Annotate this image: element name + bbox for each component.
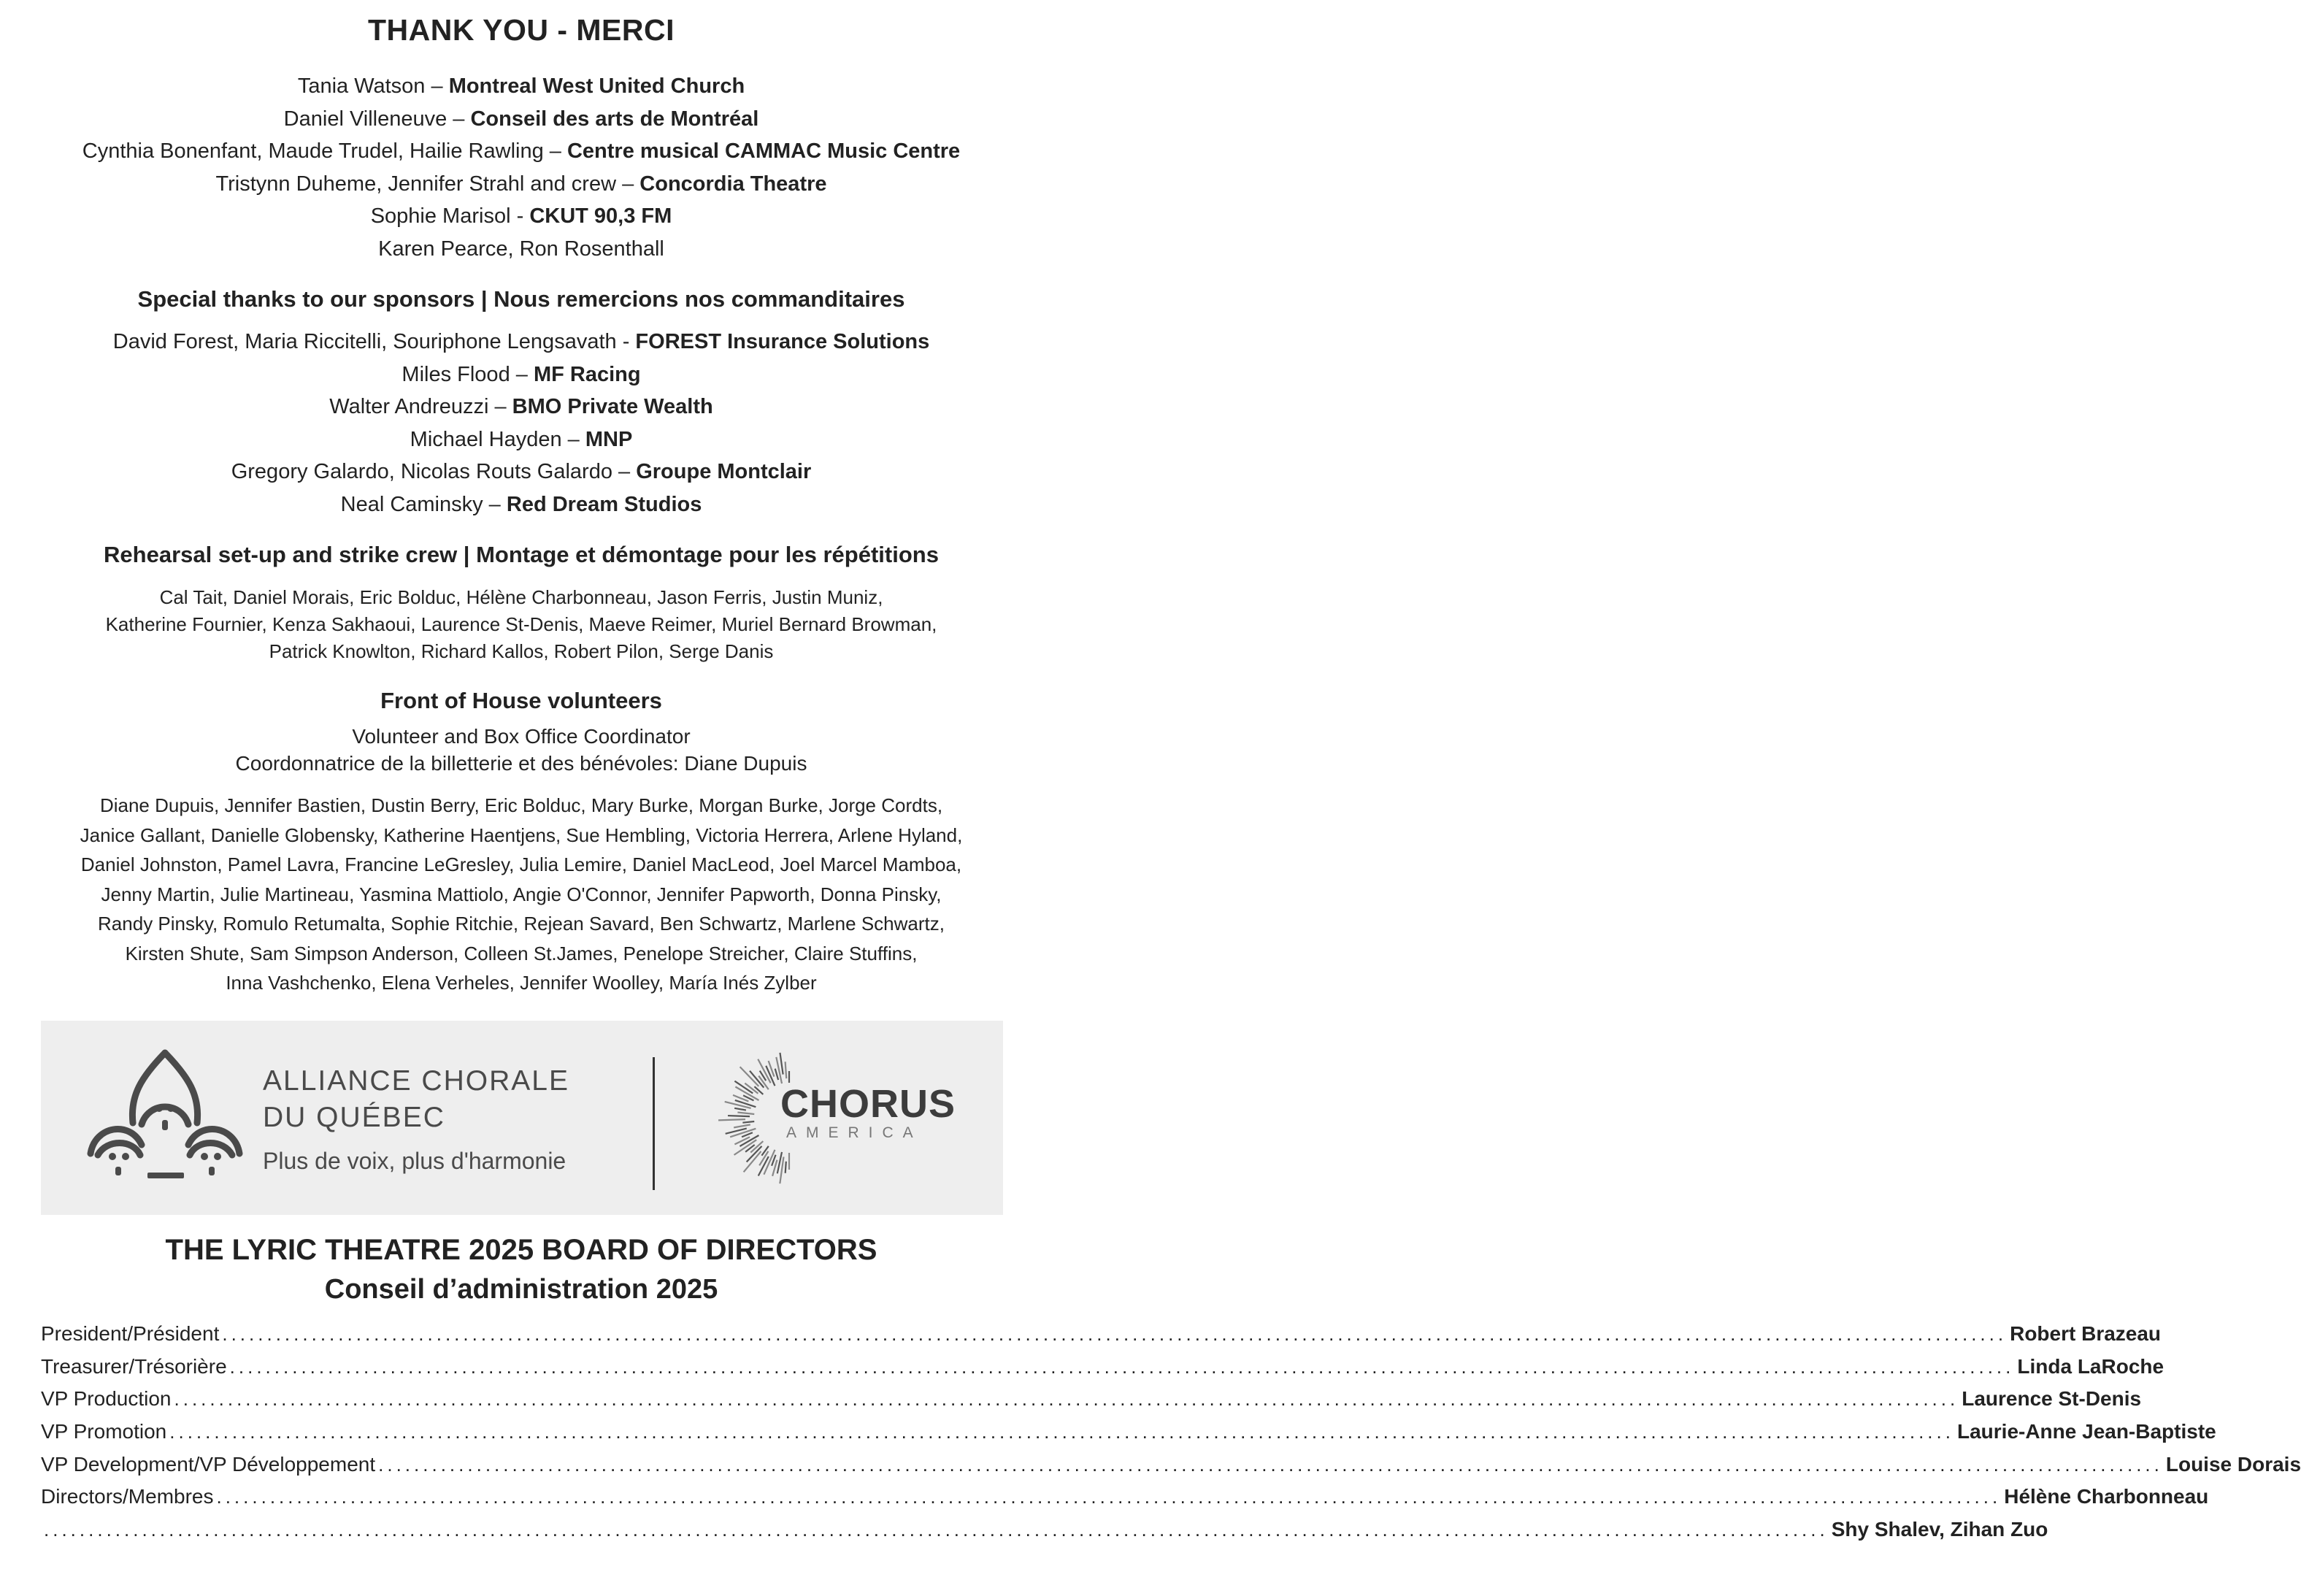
thanks-line bbox=[0, 233, 1042, 266]
america-word: AMERICA bbox=[786, 1124, 923, 1141]
board-role: President/Président bbox=[41, 1322, 220, 1345]
sponsor-org: MNP bbox=[585, 427, 633, 451]
separator: – bbox=[488, 395, 512, 419]
crew-line: Patrick Knowlton, Richard Kallos, Robert Pilon, Serge Danis bbox=[269, 640, 774, 662]
sponsor-person: David Forest, Maria Riccitelli, Souriphone Lengsavath bbox=[112, 330, 617, 353]
board-role: VP Production bbox=[41, 1387, 172, 1411]
board-role: VP Development/VP Développement bbox=[41, 1452, 376, 1476]
chorus-word: CHORUS bbox=[780, 1082, 956, 1126]
alliance-chorale-logo-icon bbox=[85, 1044, 245, 1190]
alliance-name-line: ALLIANCE CHORALE bbox=[263, 1065, 569, 1097]
thank-you-title: THANK YOU - MERCI bbox=[367, 13, 675, 47]
thanks-person: Daniel Villeneuve bbox=[283, 107, 447, 131]
volunteer-line: Inna Vashchenko, Elena Verheles, Jennifer Woolley, María Inés Zylber bbox=[226, 972, 817, 994]
sponsor-person: Walter Andreuzzi bbox=[329, 395, 489, 419]
foh-heading: Front of House volunteers bbox=[380, 688, 662, 713]
thanks-org: Conseil des arts de Montréal bbox=[470, 107, 759, 131]
sponsor-line bbox=[0, 358, 1042, 391]
board-title: THE LYRIC THEATRE 2025 BOARD OF DIRECTORS bbox=[165, 1234, 877, 1266]
board-member: Laurence St-Denis bbox=[1962, 1387, 2142, 1411]
board-member: Louise Dorais bbox=[2165, 1452, 2301, 1476]
thanks-line bbox=[0, 168, 1042, 201]
board-member: Linda LaRoche bbox=[2017, 1354, 2164, 1378]
sponsor-org: Groupe Montclair bbox=[636, 460, 812, 484]
thanks-person: Sophie Marisol bbox=[370, 204, 511, 229]
thanks-list bbox=[0, 70, 1042, 266]
sponsors-list bbox=[0, 326, 1042, 521]
board-row bbox=[41, 1449, 2301, 1481]
sponsor-org: Red Dream Studios bbox=[506, 492, 702, 516]
thanks-line bbox=[0, 70, 1042, 103]
separator: – bbox=[447, 107, 471, 131]
board-row bbox=[41, 1416, 2216, 1449]
volunteer-line: Randy Pinsky, Romulo Retumalta, Sophie Ritchie, Rejean Savard, Ben Schwartz, Marlene Schwartz, bbox=[98, 913, 945, 935]
thanks-org: Centre musical CAMMAC Music Centre bbox=[566, 139, 961, 164]
board-row bbox=[41, 1318, 2162, 1351]
partner-logos-panel bbox=[41, 1021, 1003, 1215]
thanks-org: Montreal West United Church bbox=[448, 74, 745, 98]
board-member: Laurie-Anne Jean-Baptiste bbox=[1956, 1420, 2216, 1443]
sponsor-person: Gregory Galardo, Nicolas Routs Galardo bbox=[231, 460, 612, 484]
chorus-america-wordmark bbox=[780, 1082, 956, 1142]
thanks-org: Concordia Theatre bbox=[639, 172, 827, 196]
thanks-line bbox=[0, 135, 1042, 168]
crew-heading: Rehearsal set-up and strike crew | Montage et démontage pour les répétitions bbox=[104, 542, 939, 567]
board-role: Directors/Membres bbox=[41, 1485, 214, 1508]
thanks-person: Tania Watson bbox=[297, 74, 426, 98]
sponsor-line bbox=[0, 326, 1042, 358]
separator: – bbox=[561, 427, 585, 451]
leader-dots: ........................................................................................................................................................................................................ bbox=[229, 1355, 2015, 1378]
logo-divider bbox=[653, 1057, 655, 1190]
sponsor-person: Miles Flood bbox=[402, 362, 510, 386]
sponsor-org: MF Racing bbox=[533, 362, 641, 386]
thanks-person: Tristynn Duheme, Jennifer Strahl and crew bbox=[215, 172, 617, 196]
separator: - bbox=[616, 330, 636, 353]
volunteer-line: Kirsten Shute, Sam Simpson Anderson, Colleen St.James, Penelope Streicher, Claire Stuffins, bbox=[125, 942, 918, 964]
volunteer-line: Diane Dupuis, Jennifer Bastien, Dustin Berry, Eric Bolduc, Mary Burke, Morgan Burke, Jorge Cordts, bbox=[99, 794, 943, 816]
board-row bbox=[41, 1513, 2048, 1546]
sponsors-heading: Special thanks to our sponsors | Nous remercions nos commanditaires bbox=[137, 286, 905, 312]
board-subtitle: Conseil d’administration 2025 bbox=[324, 1274, 718, 1305]
leader-dots: ........................................................................................................................................................................................................ bbox=[174, 1388, 1959, 1411]
separator: – bbox=[616, 172, 640, 196]
alliance-name-line: DU QUÉBEC bbox=[263, 1102, 445, 1133]
coordinator-line: Coordonnatrice de la billetterie et des bénévoles: Diane Dupuis bbox=[235, 752, 807, 775]
board-row bbox=[41, 1383, 2142, 1416]
leader-dots: ........................................................................................................................................................................................................ bbox=[378, 1453, 2163, 1476]
sponsor-person: Michael Hayden bbox=[410, 427, 562, 451]
thanks-org: CKUT 90,3 FM bbox=[529, 204, 672, 229]
alliance-tagline: Plus de voix, plus d'harmonie bbox=[263, 1148, 566, 1174]
board-role: Treasurer/Trésorière bbox=[41, 1354, 227, 1378]
sponsor-org: FOREST Insurance Solutions bbox=[635, 330, 930, 353]
sponsor-person: Neal Caminsky bbox=[340, 492, 483, 516]
board-row bbox=[41, 1351, 2164, 1384]
thanks-line bbox=[0, 200, 1042, 233]
separator: – bbox=[483, 492, 507, 516]
sponsor-line bbox=[0, 423, 1042, 456]
separator: – bbox=[543, 139, 567, 164]
thanks-person: Cynthia Bonenfant, Maude Trudel, Hailie Rawling bbox=[82, 139, 544, 164]
board-member: Shy Shalev, Zihan Zuo bbox=[1831, 1518, 2048, 1541]
thanks-person: Karen Pearce, Ron Rosenthall bbox=[378, 237, 664, 261]
leader-dots: ........................................................................................................................................................................................................ bbox=[222, 1323, 2008, 1345]
thanks-line bbox=[0, 103, 1042, 136]
board-member: Robert Brazeau bbox=[2010, 1322, 2162, 1345]
foh-volunteer-list bbox=[0, 791, 1042, 998]
volunteer-line: Janice Gallant, Danielle Globensky, Katherine Haentjens, Sue Hembling, Victoria Herrera, Arlene Hyland, bbox=[80, 824, 963, 846]
separator: - bbox=[510, 204, 530, 229]
foh-coordinator bbox=[0, 723, 1042, 777]
separator: – bbox=[612, 460, 637, 484]
sponsor-line bbox=[0, 488, 1042, 521]
leader-dots: ........................................................................................................................................................................................................ bbox=[44, 1519, 1829, 1541]
sponsor-line bbox=[0, 391, 1042, 423]
alliance-chorale-wordmark bbox=[263, 1063, 569, 1175]
separator: – bbox=[425, 74, 449, 98]
sponsor-line bbox=[0, 456, 1042, 488]
leader-dots: ........................................................................................................................................................................................................ bbox=[169, 1421, 1954, 1443]
crew-line: Katherine Fournier, Kenza Sakhaoui, Laurence St-Denis, Maeve Reimer, Muriel Bernard Browman, bbox=[105, 613, 937, 635]
board-row bbox=[41, 1481, 2209, 1513]
sponsor-org: BMO Private Wealth bbox=[512, 395, 713, 419]
board-role: VP Promotion bbox=[41, 1420, 167, 1443]
separator: – bbox=[510, 362, 534, 386]
crew-line: Cal Tait, Daniel Morais, Eric Bolduc, Hélène Charbonneau, Jason Ferris, Justin Muniz, bbox=[159, 586, 883, 608]
crew-list bbox=[0, 584, 1042, 665]
leader-dots: ........................................................................................................................................................................................................ bbox=[216, 1486, 2002, 1508]
coordinator-line: Volunteer and Box Office Coordinator bbox=[352, 725, 691, 748]
board-member: Hélène Charbonneau bbox=[2004, 1485, 2209, 1508]
volunteer-line: Jenny Martin, Julie Martineau, Yasmina Mattiolo, Angie O'Connor, Jennifer Papworth, Donna Pinsky, bbox=[101, 883, 942, 905]
volunteer-line: Daniel Johnston, Pamel Lavra, Francine LeGresley, Julia Lemire, Daniel MacLeod, Joel Marcel Mamboa, bbox=[80, 853, 962, 875]
board-list bbox=[41, 1318, 2301, 1546]
